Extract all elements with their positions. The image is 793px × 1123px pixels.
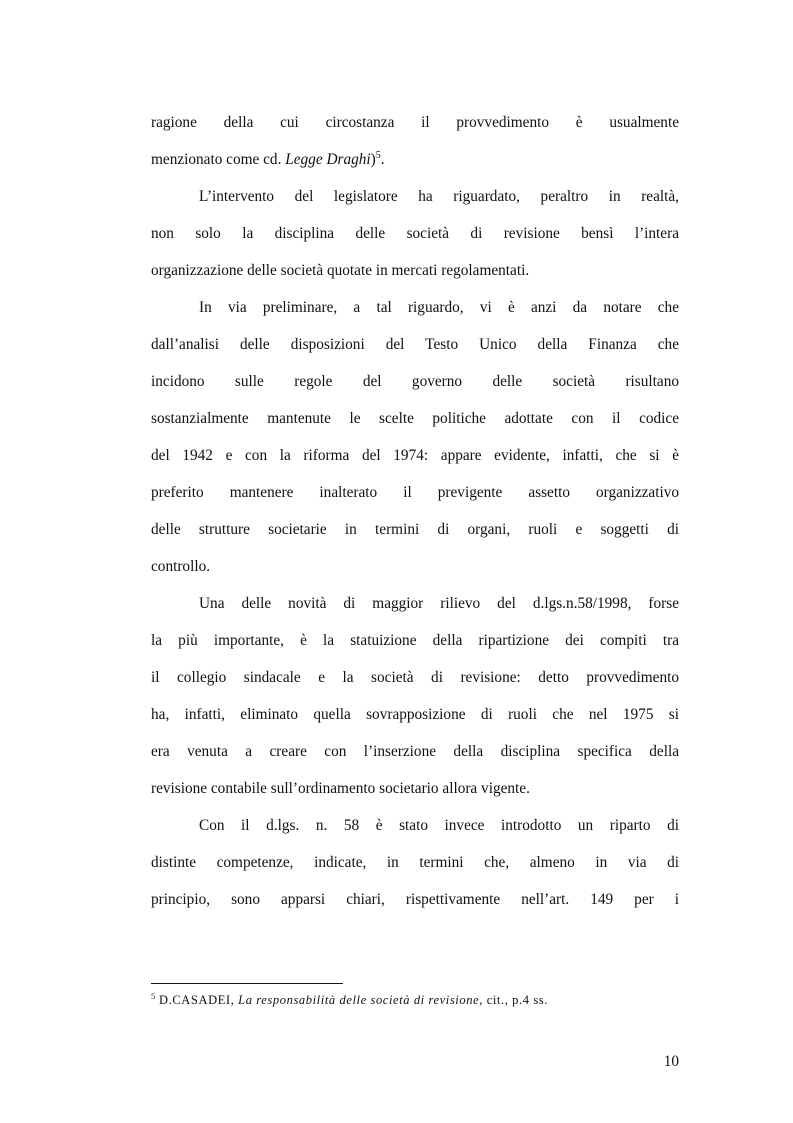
text-line: del 1942 e con la riforma del 1974: appare evidente, infatti, che si è: [151, 447, 679, 464]
paragraph-first-line: In via preliminare, a tal riguardo, vi è anzi da notare che: [199, 299, 679, 316]
paragraph-first-line: Con il d.lgs. n. 58 è stato invece introdotto un riparto di: [199, 817, 679, 834]
text-line: controllo.: [151, 558, 211, 575]
text-line: era venuta a creare con l’inserzione della disciplina specifica della: [151, 743, 679, 760]
text-line: [151, 150, 679, 170]
page-number: 10: [663, 1053, 679, 1070]
footnote-ref: 5: [375, 149, 381, 161]
footnote-citation: cit., p.4 ss.: [482, 993, 548, 1007]
paragraph-first-line: Una delle novità di maggior rilievo del d.lgs.n.58/1998, forse: [199, 595, 679, 612]
text-line: principio, sono apparsi chiari, rispettivamente nell’art. 149 per i: [151, 891, 679, 908]
text-line: sostanzialmente mantenute le scelte politiche adottate con il codice: [151, 410, 679, 427]
text-line: delle strutture societarie in termini di organi, ruoli e soggetti di: [151, 521, 679, 538]
text-line: incidono sulle regole del governo delle società risultano: [151, 373, 679, 390]
text-line: organizzazione delle società quotate in mercati regolamentati.: [151, 262, 530, 279]
footnote-author: D.CASADEI,: [155, 993, 239, 1007]
text-span: menzionato come cd.: [151, 151, 286, 168]
text-line: ha, infatti, eliminato quella sovrapposizione di ruoli che nel 1975 si: [151, 706, 679, 723]
paragraph-first-line: L’intervento del legislatore ha riguardato, peraltro in realtà,: [199, 188, 679, 205]
text-line: dall’analisi delle disposizioni del Testo Unico della Finanza che: [151, 336, 679, 353]
text-span: .: [380, 151, 385, 168]
footnote-separator: [151, 983, 343, 984]
text-line: non solo la disciplina delle società di revisione bensì l’intera: [151, 225, 679, 242]
text-line: ragione della cui circostanza il provvedimento è usualmente: [151, 114, 679, 131]
text-line: revisione contabile sull’ordinamento societario allora vigente.: [151, 780, 530, 797]
footnote: [151, 992, 548, 1008]
text-line: distinte competenze, indicate, in termini che, almeno in via di: [151, 854, 679, 871]
footnote-title: La responsabilità delle società di revisione,: [238, 993, 483, 1007]
text-line: preferito mantenere inalterato il previgente assetto organizzativo: [151, 484, 679, 501]
italic-term: Legge Draghi: [285, 151, 371, 168]
text-line: la più importante, è la statuizione della ripartizione dei compiti tra: [151, 632, 679, 649]
footnote-number: 5: [151, 990, 156, 1001]
text-span: ): [370, 151, 376, 168]
text-line: il collegio sindacale e la società di revisione: detto provvedimento: [151, 669, 679, 686]
